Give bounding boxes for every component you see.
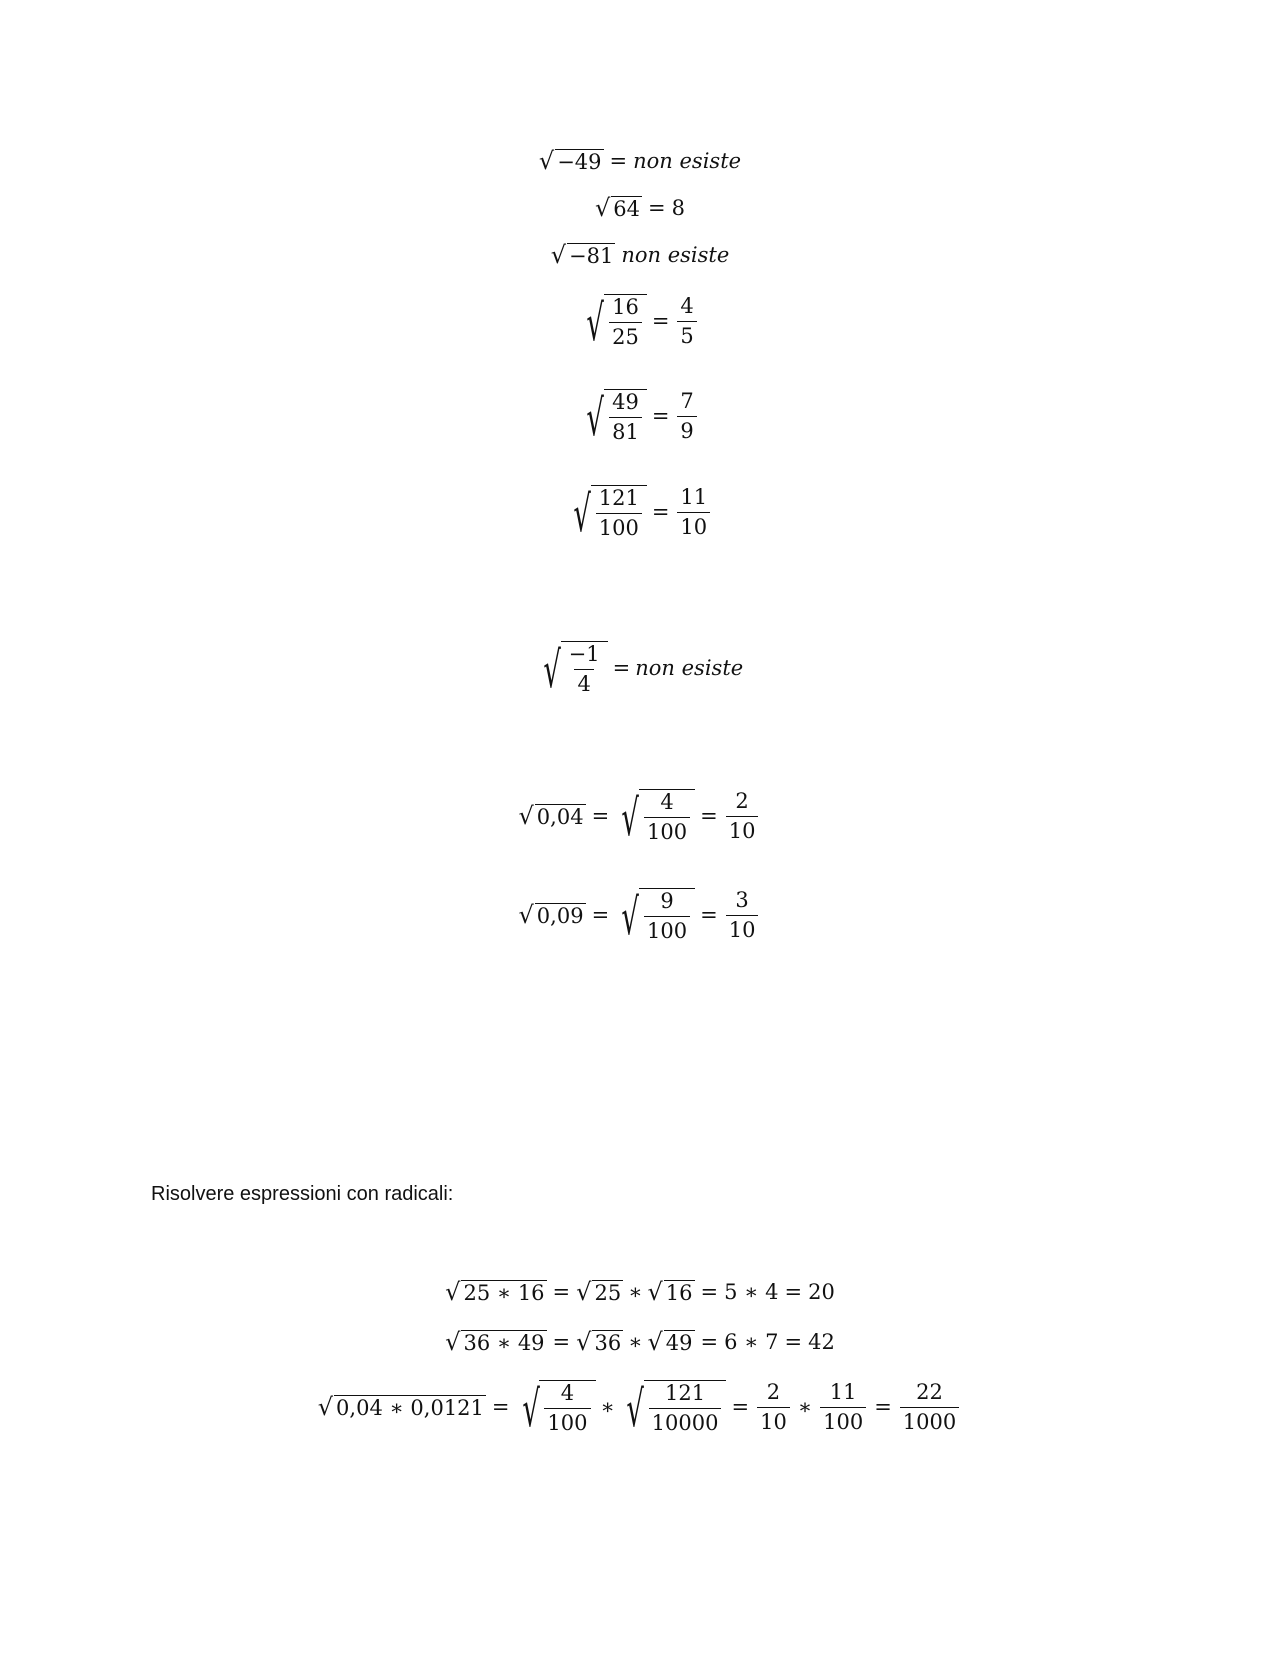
denominator: 10000	[649, 1408, 722, 1434]
radical	[595, 196, 642, 220]
equals-sign: =	[784, 1279, 803, 1304]
equation-sqrt-0-04	[0, 788, 1280, 847]
radical-sign: √	[521, 1380, 540, 1438]
radicand: 36 ∗ 49	[463, 1331, 545, 1355]
result-fraction	[900, 1379, 959, 1434]
radicand: 16	[665, 1281, 693, 1305]
radical-sign: √	[550, 241, 567, 269]
denominator: 10	[726, 816, 759, 842]
denominator: 10	[726, 915, 759, 941]
radical-sign: √	[626, 1380, 644, 1438]
times-sign: ∗	[600, 1394, 615, 1419]
equals-sign: =	[731, 1394, 750, 1419]
denominator: 10	[677, 512, 710, 538]
radical	[537, 641, 608, 699]
radical-sign: √	[594, 194, 611, 222]
fraction	[609, 297, 642, 348]
numerator: 4	[680, 293, 694, 318]
radicand: −49	[557, 150, 602, 174]
numerator: 4	[560, 1381, 575, 1405]
radical-sign: √	[538, 147, 555, 175]
denominator: 100	[820, 1407, 866, 1433]
equals-sign: =	[591, 803, 610, 828]
fraction	[544, 1383, 590, 1434]
expression-25-16	[0, 1280, 1280, 1304]
equals-sign: =	[700, 902, 718, 927]
product-step: 6 ∗ 7	[724, 1329, 779, 1354]
equals-sign: =	[612, 655, 631, 680]
denominator: 9	[677, 416, 696, 442]
radical	[647, 1330, 694, 1354]
result-value: 20	[808, 1279, 835, 1304]
numerator: 121	[598, 486, 639, 510]
radical	[551, 243, 616, 267]
equation-sqrt-0-09	[0, 887, 1280, 946]
denominator: 100	[596, 513, 642, 539]
result-value: 42	[808, 1329, 835, 1354]
radical-sign: √	[576, 1278, 592, 1306]
numerator: 11	[829, 1379, 857, 1404]
radical-sign: √	[445, 1278, 461, 1306]
equation-sqrt-64	[0, 196, 1280, 220]
radicand: 36	[594, 1331, 622, 1355]
radicand: 64	[613, 197, 641, 221]
radical	[445, 1280, 546, 1304]
times-sign: ∗	[628, 1279, 643, 1304]
radical	[519, 804, 586, 828]
equation-sqrt-49-81	[0, 388, 1280, 447]
equals-sign: =	[651, 499, 670, 524]
result-fraction	[677, 388, 696, 443]
radical	[580, 294, 647, 352]
expression-36-49	[0, 1330, 1280, 1354]
fraction	[644, 792, 690, 843]
fraction	[566, 644, 603, 695]
denominator: 10	[757, 1407, 790, 1433]
equation-sqrt-121-100	[0, 484, 1280, 543]
radical-sign: √	[647, 1328, 663, 1356]
radical	[580, 389, 647, 447]
result-text: non esiste	[621, 242, 730, 267]
fraction	[609, 392, 642, 443]
equation-sqrt-neg81	[0, 243, 1280, 267]
radical	[647, 1280, 694, 1304]
equation-sqrt-neg49	[0, 149, 1280, 173]
section-heading: Risolvere espressioni con radicali:	[151, 1183, 454, 1205]
result-fraction	[726, 788, 759, 843]
denominator: 100	[544, 1408, 590, 1434]
fraction	[596, 488, 642, 539]
radical-sign: √	[586, 294, 605, 352]
radicand: 49	[665, 1331, 693, 1355]
radical	[519, 903, 586, 927]
radical	[615, 789, 695, 847]
equals-sign: =	[591, 902, 610, 927]
fraction	[757, 1379, 790, 1434]
radicand: 0,04	[536, 805, 584, 829]
radical-sign: √	[317, 1393, 334, 1421]
radical	[620, 1380, 727, 1438]
numerator: 4	[660, 790, 674, 814]
equals-sign: =	[609, 148, 628, 173]
equals-sign: =	[874, 1394, 892, 1419]
numerator: 7	[680, 388, 694, 413]
numerator: 16	[612, 295, 639, 319]
radical	[576, 1330, 623, 1354]
radicand: 0,04 ∗ 0,0121	[336, 1396, 484, 1420]
radical	[567, 485, 647, 543]
times-sign: ∗	[797, 1394, 813, 1419]
denominator: 100	[644, 916, 690, 942]
equation-sqrt-neg1-4	[0, 641, 1280, 699]
radical-sign: √	[621, 789, 640, 847]
equals-sign: =	[700, 1279, 719, 1304]
result-value: 8	[671, 195, 685, 220]
radical	[576, 1280, 623, 1304]
radical	[516, 1380, 596, 1438]
numerator: 22	[916, 1379, 943, 1404]
numerator: 2	[735, 788, 749, 813]
radical-sign: √	[573, 485, 591, 543]
numerator: 9	[660, 889, 674, 913]
equals-sign: =	[700, 803, 718, 828]
equals-sign: =	[651, 308, 670, 333]
numerator: 49	[612, 390, 639, 414]
fraction	[820, 1379, 866, 1434]
radicand: 25 ∗ 16	[463, 1281, 545, 1305]
radicand: 0,09	[536, 904, 584, 928]
denominator: 5	[677, 321, 696, 347]
radical-sign: √	[576, 1328, 592, 1356]
radical-sign: √	[647, 1278, 663, 1306]
radical	[615, 888, 695, 946]
radical-sign: √	[518, 802, 534, 830]
equals-sign: =	[552, 1329, 571, 1354]
denominator: 81	[609, 417, 642, 443]
result-fraction	[677, 293, 696, 348]
denominator: 25	[609, 322, 642, 348]
equals-sign: =	[700, 1329, 719, 1354]
result-text: non esiste	[633, 148, 742, 173]
equation-sqrt-16-25	[0, 293, 1280, 352]
result-fraction	[726, 887, 759, 942]
product-step: 5 ∗ 4	[724, 1279, 779, 1304]
numerator: 11	[680, 484, 708, 509]
result-fraction	[677, 484, 710, 539]
denominator: 100	[644, 817, 690, 843]
equals-sign: =	[648, 195, 666, 220]
radical-sign: √	[586, 389, 605, 447]
numerator: −1	[568, 642, 600, 666]
result-text: non esiste	[635, 655, 744, 680]
radical	[445, 1330, 546, 1354]
numerator: 2	[766, 1379, 781, 1404]
numerator: 121	[665, 1381, 706, 1405]
radical-sign: √	[621, 888, 640, 946]
radical-sign: √	[445, 1328, 461, 1356]
radical-sign: √	[518, 901, 534, 929]
numerator: 3	[735, 887, 749, 912]
radicand: −81	[569, 244, 614, 268]
fraction	[649, 1383, 722, 1434]
radical	[318, 1395, 486, 1419]
radical	[539, 149, 604, 173]
equals-sign: =	[491, 1394, 510, 1419]
radicand: 25	[594, 1281, 622, 1305]
expression-0-04-0-0121	[0, 1379, 1280, 1438]
equals-sign: =	[784, 1329, 803, 1354]
fraction	[644, 891, 690, 942]
equals-sign: =	[651, 403, 670, 428]
denominator: 4	[574, 669, 593, 695]
times-sign: ∗	[628, 1329, 643, 1354]
equals-sign: =	[552, 1279, 571, 1304]
radical-sign: √	[543, 641, 561, 699]
denominator: 1000	[900, 1407, 959, 1433]
